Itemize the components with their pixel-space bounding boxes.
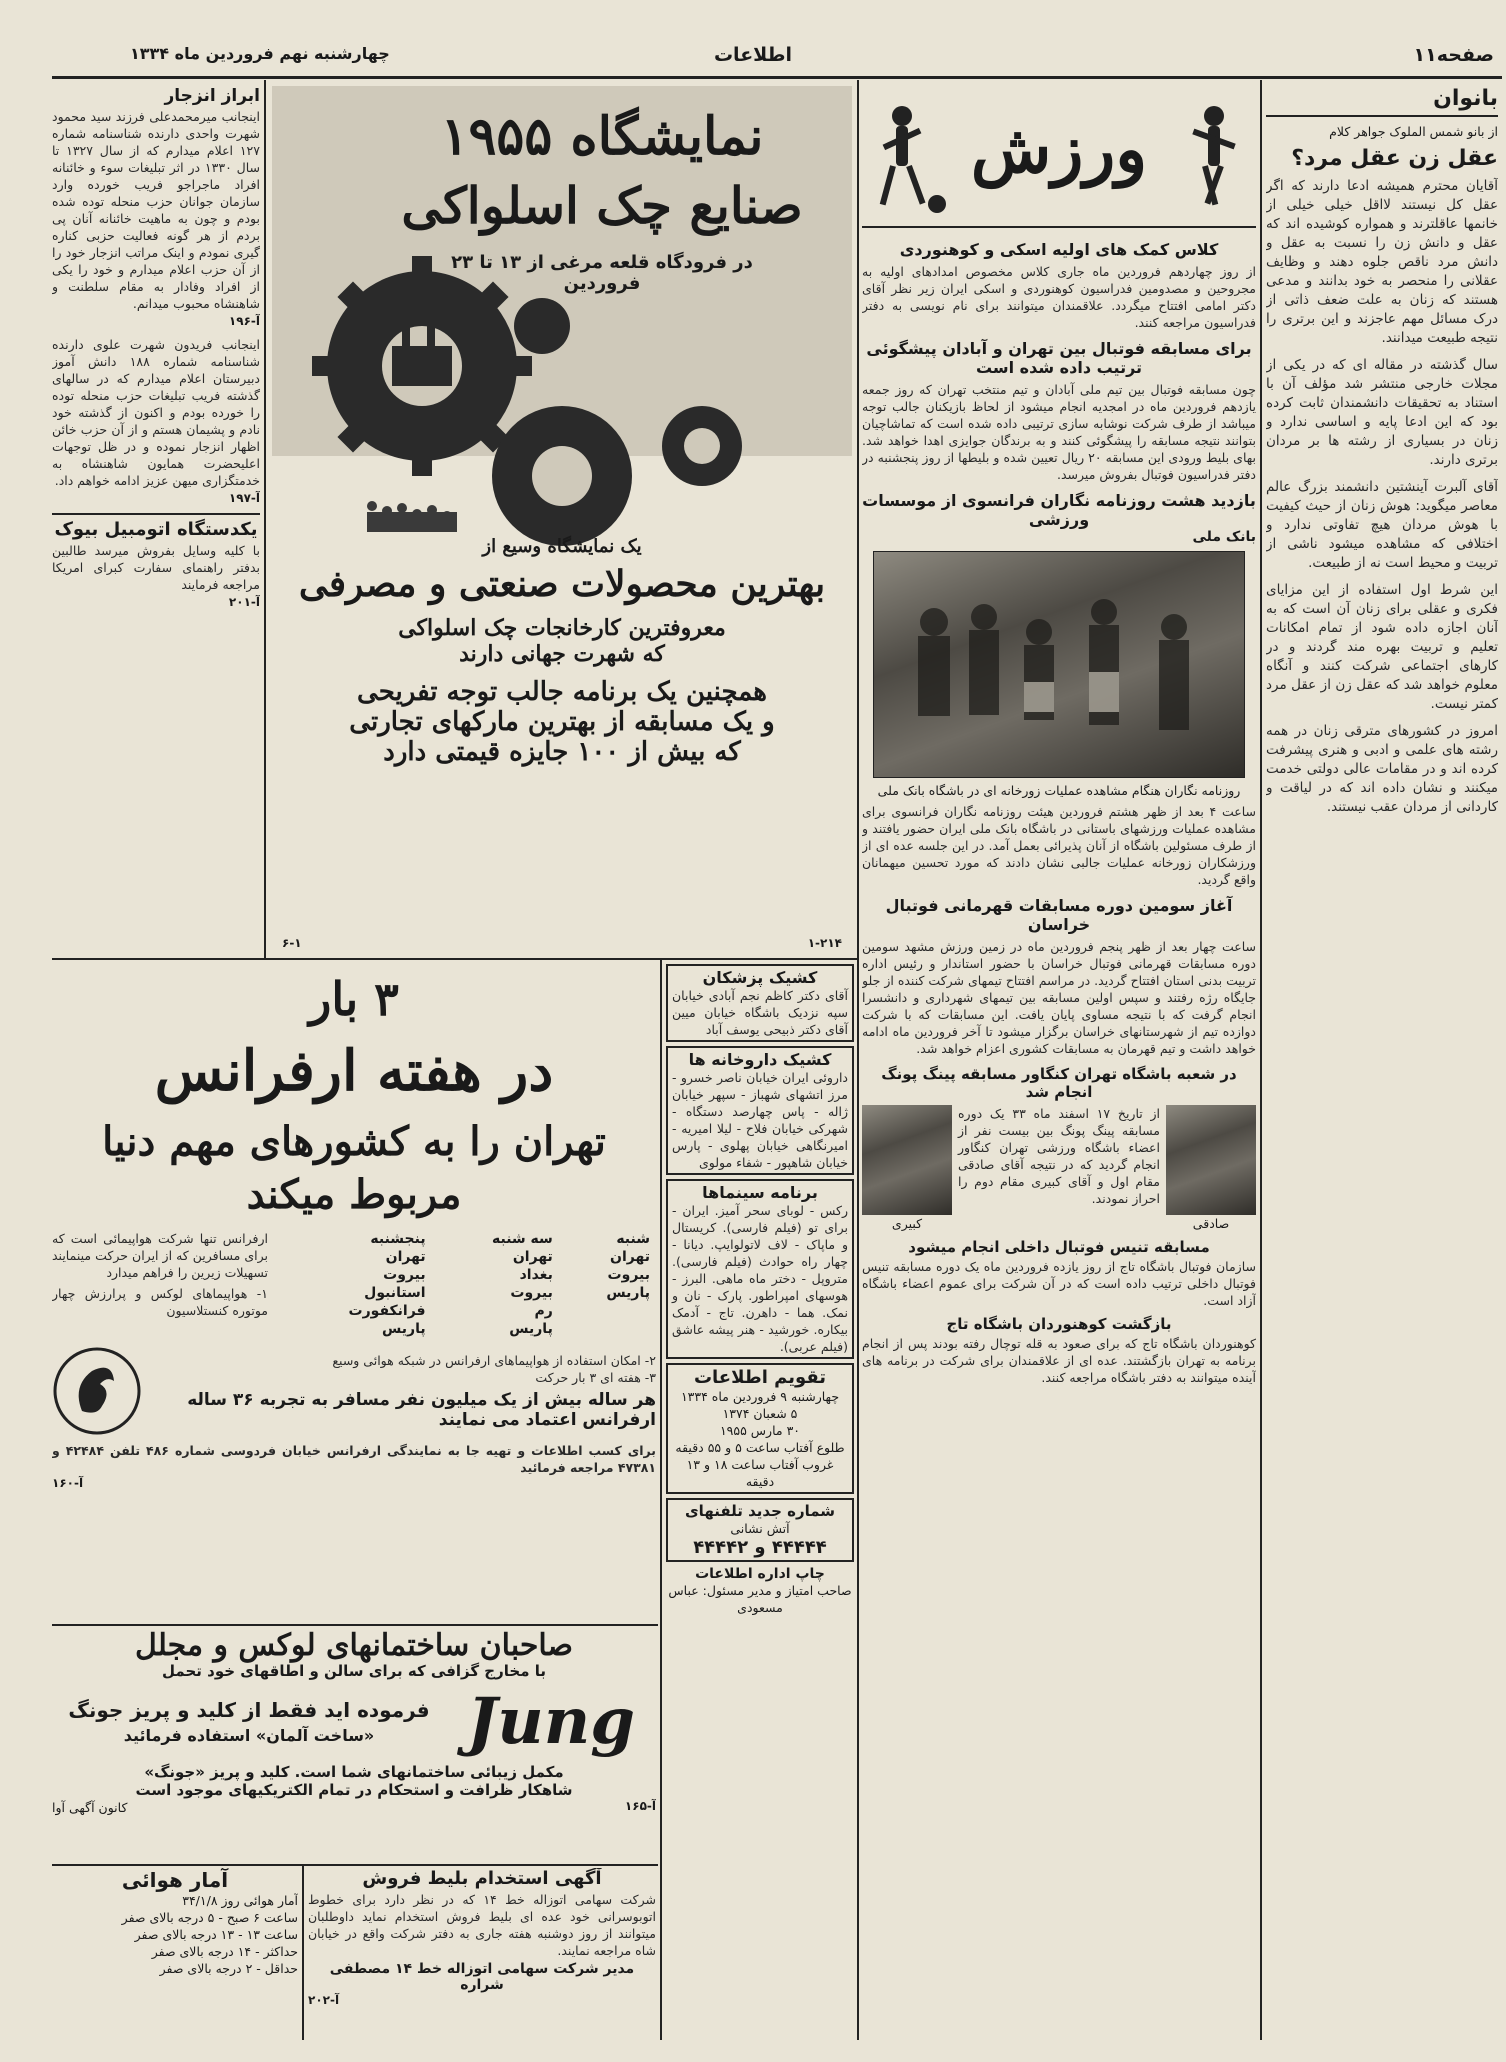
doctors-body: آقای دکتر کاظم نجم آبادی خیابان سپه نزدیک باشگاه خیابان میین آقای دکتر ذبیحی یوسف آباد [672,988,848,1037]
weather-line: ساعت ۱۳ - ۱۳ درجه بالای صفر [134,1927,298,1942]
jong-code: آ-۱۶۵ [624,1799,656,1813]
airfrance-top: ۳ بار [309,972,399,1026]
cinemas-title: برنامه سینماها [702,1183,818,1202]
calendar-line: ۳۰ مارس ۱۹۵۵ [719,1423,801,1438]
article-title: آغاز سومین دوره مسابقات قهرمانی فوتبال خراسان [885,896,1233,934]
calendar-line: چهارشنبه ۹ فروردین ماه ۱۳۳۴ [680,1389,840,1404]
doctors-title: کشیک پزشکان [702,968,818,987]
article-body: از تاریخ ۱۷ اسفند ماه ۳۳ یک دوره مسابقه پینگ پونگ بین بیست نفر از اعضاء باشگاه ورزشی تهران کنگاور انجام گردید که در نتیجه آقای صادقی مقام اول و آقای کبیری مقام دوم را احراز نمودند. [958,1106,1161,1206]
paragraph: سال گذشته در مقاله ای که در یکی از مجلات خارجی منتشر شد مؤلف آن با استناد به تحقیقات دانشمندان ثابت کرده بود که این ادعا پایه و اساسی ندارد و زنان در بسیاری از رشته ها بر مردان برتری دارند. [1266,357,1498,468]
section-rule [52,958,858,960]
expo-line-7: که بیش از ۱۰۰ جایزه قیمتی دارد [383,737,741,767]
notice-body: اینجانب میرمحمدعلی فرزند سید محمود شهرت واحدی دارنده شناسنامه شماره ۱۲۷ اعلام میدارم که از سال ۱۳۲۷ تا سال ۱۳۳۰ در اثر تبلیغات سوء و خائنانه افراد ماجراجو فریب خورده وارد سازمان جوانان حزب منحله توده شده بودم و چون به ماهیت خائنانه آنان پی بردم از هر گونه فعالیت حزبی کناره گیری نمودم و اینک مراتب انزجار خود را از آن حزب اعلام میدارم و خود را یکی از افراد وفادار به مقام سلطنت و شاهنشاه محبوب میدانم. [52,109,260,311]
portrait-kabiri [862,1105,952,1232]
paragraph: آقای آلبرت آینشتین دانشمند بزرگ عالم معاصر میگوید: هوش زنان از حیث کیفیت با هوش مردان هیچ تفاوتی ندارد و اختلافی که مشاهده میشود ناشی از تربیت و محیط است نه از طبیعت. [1266,479,1498,571]
article-body: ساعت چهار بعد از ظهر پنجم فروردین ماه در زمین ورزش مشهد سومین دوره مسابقات قهرمانی فوتبال خراسان با حضور استاندار و رئیس اداره تربیت بدنی استان افتتاح گردید. در مراسم افتتاح تیمهای شرکت کننده از جلو جایگاه رژه رفتند و سپس اولین مسابقه بین تیمهای شهرداری و دانشسرا انجام گرفت که با نتیجه مساوی پایان یافت. این مسابقات که با شرکت دوازده تیم از شهرستانهای خراسان برگزار میشود تا آخر فروردین ماه ادامه خواهد داشت و تیم قهرمان به مسابقات کشوری اعزام خواهد شد. [862,939,1256,1056]
airfrance-feature: ۱- هواپیماهای لوکس و پرارزش چهار موتوره کنستلاسیون [52,1286,268,1318]
airfrance-feature: ۲- امکان استفاده از هواپیماهای ارفرانس در شبکه هوائی وسیع [332,1353,656,1368]
cinemas-body: رکس - لوبای سحر آمیز. ایران - برای تو (فیلم فارسی). کریستال و ماپاک - لاف لاتولوایپ. دیانا - چهار راه حوادث (فیلم فارسی). متروپل - دختر ماه ماهی. البرز - هوسهای امپراطور. پارک - نان و نمک. هما - داهرن. تاج - آدمک بیکاره. خورشید - هنر پیشه عاشق (فیلم عربی). [672,1203,848,1354]
airfrance-seahorse-logo [52,1346,142,1436]
day-header: شنبه [616,1231,650,1247]
photo-caption: روزنامه نگاران هنگام مشاهده عملیات زورخانه ای در باشگاه بانک ملی [877,783,1241,798]
airfrance-big-3: مربوط میکند [246,1171,462,1218]
phones-box [666,1498,854,1562]
paragraph: آقایان محترم همیشه ادعا دارند که اگر عقل کل نیستند لااقل خیلی خیلی از خانمها عاقلترند و همواره کوشیده اند که عقل و دانش زن را نسبت به عقل و دانش مرد ناقص جلوه دهند و وظایف عقلانی را منحصر به خود بدانند و مدعی هستند که زنان به علت ضعف ذاتی از درک مسائل مهم عاجزند و این برتری را نتیجه طبیعت میدانند. [1266,178,1498,346]
article-title: کلاس کمک های اولیه اسکی و کوهنوردی [899,240,1219,259]
calendar-box [666,1363,854,1494]
printer-credit [666,1566,854,1616]
calendar-line: طلوع آفتاب ساعت ۵ و ۵۵ دقیقه [675,1440,845,1455]
expo-line-1: یک نمایشگاه وسیع از [482,536,642,557]
jong-line: شاهکار ظرافت و استحکام در تمام الکتریکیهای موجود است [135,1781,573,1799]
paper-name: اطلاعات [713,44,793,66]
jong-line: فرموده اید فقط از کلید و پریز جونگ [68,1698,430,1722]
city: رم [534,1303,553,1319]
masthead-rule [52,76,1502,79]
day-header: سه شنبه [492,1231,553,1247]
ticket-seller-ad [308,1868,656,2038]
jong-title: صاحبان ساختمانهای لوکس و مجلل [134,1628,574,1663]
expo-title-2: صنایع چک اسلواکی [401,176,803,235]
article-body: ساعت ۴ بعد از ظهر هشتم فروردین هیئت روزنامه نگاران فرانسوی برای مشاهده عملیات ورزشهای باستانی در باشگاه بانک ملی ایران حضور یافتند و از طرف مسئولین باشگاه از آنان پذیرائی بعمل آمد. در این جلسه عده ای از ورزشکاران زورخانه عملیات جالبی نشان دادند که مورد تحسین میهمانان واقع گردید. [862,804,1256,887]
services-column [666,964,854,2040]
notice-code: آ-۲۰۱ [228,595,260,609]
article-title: عقل زن عقل مرد؟ [1291,146,1498,171]
city: فرانکفورت [348,1303,426,1319]
jong-ad [52,1628,656,1864]
city: تهران [512,1249,553,1265]
section-title: بانوان [1266,86,1498,117]
city: پاریس [509,1321,553,1337]
notice-code: آ-۱۹۶ [228,314,260,328]
column-rule-2 [857,80,859,2040]
city: بیروت [383,1267,426,1283]
section-rule [52,1864,658,1866]
sports-column [862,86,1256,2046]
jong-line: مکمل زیبائی ساختمانهای شما است. کلید و پریز «جونگ» [144,1763,564,1781]
city: بیروت [510,1285,553,1301]
phones-subtitle: آتش نشانی [730,1521,790,1536]
article-title: در شعبه باشگاه تهران کنگاور مسابقه پینگ پونگ انجام شد [881,1065,1237,1101]
phones-title: شماره جدید تلفنهای [684,1502,836,1520]
column-rule-4 [660,960,662,2040]
expo-line-4: که شهرت جهانی دارند [459,641,665,667]
article-body: سازمان فوتبال باشگاه تاج از روز یازده فروردین ماه یک دوره مسابقه تنیس فوتبال داخلی ترتیب داده است که در آن شرکت برای عموم اعضاء باشگاه آزاد است. [862,1259,1256,1308]
airfrance-big-2: تهران را به کشورهای مهم دنیا [102,1118,606,1165]
schedule-table [276,1230,656,1338]
notice-title: ابراز انزجار [164,86,260,106]
notice-body: اینجانب فریدون شهرت علوی دارنده شناسنامه شماره ۱۸۸ دانش آموز دبیرستان اعلام میدارم که در سالهای گذشته فریب تبلیغات حزب منحله توده را خورده بودم و اکنون از گذشته خود نادم و پشیمان هستم و از آن حزب خائن اظهار انزجار نموده و در ظل توجهات اعلیحضرت همایون شاهنشاه به خدمتگزاری میهن عزیز ادامه خواهم داد. [52,337,260,488]
car-ad [52,513,260,609]
paragraph: امروز در کشورهای مترقی زنان در همه رشته های علمی و ادبی و هنری پیشرفت کرده اند و در مقامات عالی دولتی خدمت میکنند و نشان داده اند که در لیاقت و کاردانی از مردان عقب نیستند. [1266,723,1498,815]
weather-line: آمار هوائی روز ۳۴/۱/۸ [182,1893,298,1908]
women-column [1266,86,1498,2046]
weather-box [52,1868,298,2038]
expo-line-6: و یک مسابقه از بهترین مارکهای تجارتی [349,707,775,737]
city: تهران [385,1249,426,1265]
sports-logo [862,86,1256,228]
page-number: صفحه۱۱ [1413,44,1494,66]
left-notices [52,86,260,966]
city: بغداد [519,1267,553,1283]
article-body: از روز چهاردهم فروردین ماه جاری کلاس مخصوص امدادهای اولیه به مجروحین و مصدومین فدراسیون کوهنوردی و اسکی ایران زیر نظر آقای دکتر امامی افتتاح میگردد. علاقمندان میتوانند برای نام نویسی به دفتر فدراسیون مراجعه کنند. [862,264,1256,330]
column-rule-5 [302,1866,304,2040]
airfrance-ad [52,964,656,1624]
phones-number: ۴۴۴۴۴ و ۴۴۴۴۲ [693,1537,827,1558]
expo-title-1: نمایشگاه ۱۹۵۵ [440,106,764,167]
expo-place-date: در فرودگاه قلعه مرغی از ۱۳ تا ۲۳ فروردین [451,252,753,294]
article-title: بازدید هشت روزنامه نگاران فرانسوی از موسسات ورزشی [862,491,1256,529]
ticket-ad-title: آگهی استخدام بلیط فروش [362,1868,602,1889]
section-rule [52,1624,658,1626]
expo-ad [272,86,852,956]
portrait-photo [1166,1105,1256,1215]
weather-title: آمار هوائی [121,1868,229,1892]
issue-date: چهارشنبه نهم فروردین ماه ۱۳۳۴ [130,44,390,63]
weather-line: حداقل - ۲ درجه بالای صفر [159,1961,298,1976]
airfrance-intro: ارفرانس تنها شرکت هواپیمائی است که برای مسافرین که از ایران حرکت مینمایند تسهیلات زیرین را فراهم میدارد [52,1231,268,1280]
article-title: مسابقه تنیس فوتبال داخلی انجام میشود [908,1238,1210,1256]
printer-line: صاحب امتیاز و مدیر مسئول: عباس مسعودی [668,1583,852,1615]
portrait-name: صادقی [1192,1216,1230,1231]
cinemas-box [666,1179,854,1359]
airfrance-feature: ۳- هفته ای ۳ بار حرکت [535,1370,656,1385]
printer-line: چاپ اداره اطلاعات [695,1566,825,1582]
sports-title: ورزش [970,110,1148,188]
portrait-sadeghi [1166,1105,1256,1232]
calendar-line: غروب آفتاب ساعت ۱۸ و ۱۳ دقیقه [686,1457,834,1489]
expo-line-5: همچنین یک برنامه جالب توجه تفریحی [357,677,767,707]
airfrance-code: آ-۱۶۰ [52,1476,84,1490]
paragraph: این شرط اول استفاده از این مزایای فکری و عقلی برای زنان آن است که به آنان اجازه داده شود از تمام امکانات تعلیم و تربیت بهره مند گردند و در کارهای اجتماعی شرکت کنند و آنگاه معلوم خواهد شد که عقل زن از عقل مرد کمتر نیست. [1266,582,1498,712]
jong-line: «ساخت آلمان» استفاده فرمائید [123,1726,375,1745]
city: پاریس [381,1321,426,1337]
byline: از بانو شمس الملوک جواهر کلام [1329,124,1498,139]
jong-brand: Jung [466,1684,636,1759]
day-header: پنجشنبه [370,1231,426,1247]
airfrance-experience: هر ساله بیش از یک میلیون نفر مسافر به تجربه ۳۶ ساله ارفرانس اعتماد می نمایند [187,1390,656,1430]
expo-code-right: ۱-۲۱۴ [807,936,842,950]
column-rule-1 [1260,80,1262,2040]
portrait-name: کبیری [891,1216,923,1231]
article-subtitle: بانک ملی [1192,529,1256,545]
city: بیروت [607,1267,650,1283]
ticket-ad-sign: مدیر شرکت سهامی اتوزاله خط ۱۴ مصطفی شراره [329,1961,635,1993]
expo-code-left: ۶-۱ [282,936,302,950]
journalists-photo [873,551,1245,778]
calendar-line: ۵ شعبان ۱۳۷۴ [722,1406,798,1421]
article-title: بازگشت کوهنوردان باشگاه تاج [946,1315,1172,1333]
pharmacies-title: کشیک داروخانه ها [688,1050,832,1069]
expo-line-2: بهترین محصولات صنعتی و مصرفی [298,563,826,605]
expo-banner [272,86,852,456]
city: پاریس [606,1285,650,1301]
airfrance-contact: برای کسب اطلاعات و تهیه جا به نمایندگی ارفرانس خیابان فردوسی شماره ۴۸۶ تلفن ۴۲۴۸۴ و ۴۷۳۸۱ مراجعه فرمائید [52,1443,656,1475]
notice-code: آ-۱۹۷ [228,491,260,505]
car-body: با کلیه وسایل بفروش میرسد طالبین بدفتر راهنمای سفارت کبرای امریکا مراجعه فرمایند [52,543,260,592]
airfrance-big-1: در هفته ارفرانس [154,1038,554,1104]
city: تهران [610,1249,650,1265]
expo-line-3: معروفترین کارخانجات چک اسلواکی [398,615,726,641]
doctors-box [666,964,854,1042]
car-title: یکدستگاه اتومبیل بیوک [54,519,258,540]
city: استانبول [364,1285,426,1301]
article-body: چون مسابقه فوتبال بین تیم ملی آبادان و تیم منتخب تهران که روز جمعه یازدهم فروردین ماه در امجدیه انجام میشود از لحاظ بازیکنان جالب توجه میباشد از طرف شرکت نوشابه سازی ترتیبی داده شده است که تماشاچیان بتوانند نتیجه مسابقه را پیشگوئی کنند و به برندگان جوایزی اهدا خواهد شد. بهای بلیط ورودی این مسابقه ۲۰ ریال تعیین شده و بلیطها از روز پنجشنبه در دفتر فدراسیون فوتبال بفروش میرسد. [862,382,1256,482]
article-body: کوهنوردان باشگاه تاج که برای صعود به قله توچال رفته بودند پس از انجام برنامه به تهران بازگشتند. عده ای از علاقمندان برای شرکت در برنامه های آینده میتوانند به دفتر باشگاه مراجعه کنند. [862,1336,1256,1385]
pharmacies-box [666,1046,854,1175]
ticket-ad-body: شرکت سهامی اتوزاله خط ۱۴ که در نظر دارد برای خطوط اتوبوسرانی خود عده ای بلیط فروش استخدام نماید داوطلبان میتوانند از روز دوشنبه هفته جاری به دفتر شرکت واقع در خیابان شاه مراجعه نمایند. [308,1892,656,1958]
calendar-title: تقویم اطلاعات [693,1367,827,1388]
article-title: برای مسابقه فوتبال بین تهران و آبادان پیشگوئی ترتیب داده شده است [866,339,1252,377]
pharmacies-body: داروئی ایران خیابان ناصر خسرو - مرز اتشهای شهباز - سپهر خیابان ژاله - پاس چهارصد دستگاه - شهرکی خیابان فلاح - لیلا امیریه - امیرنگاهی خیابان پهلوی - پارس خیابان شاهپور - شفاء مولوی [672,1070,848,1170]
jong-agent: کانون آگهی آوا [52,1800,128,1815]
weather-line: حداکثر - ۱۴ درجه بالای صفر [151,1944,298,1959]
ticket-ad-code: آ-۲۰۲ [308,1993,340,2007]
column-rule-3 [264,80,266,960]
weather-line: ساعت ۶ صبح - ۵ درجه بالای صفر [121,1910,298,1925]
photo-figures [874,552,1244,777]
portrait-photo [862,1105,952,1215]
jong-line: با مخارج گزافی که برای سالن و اطاقهای خود تحمل [162,1662,546,1680]
